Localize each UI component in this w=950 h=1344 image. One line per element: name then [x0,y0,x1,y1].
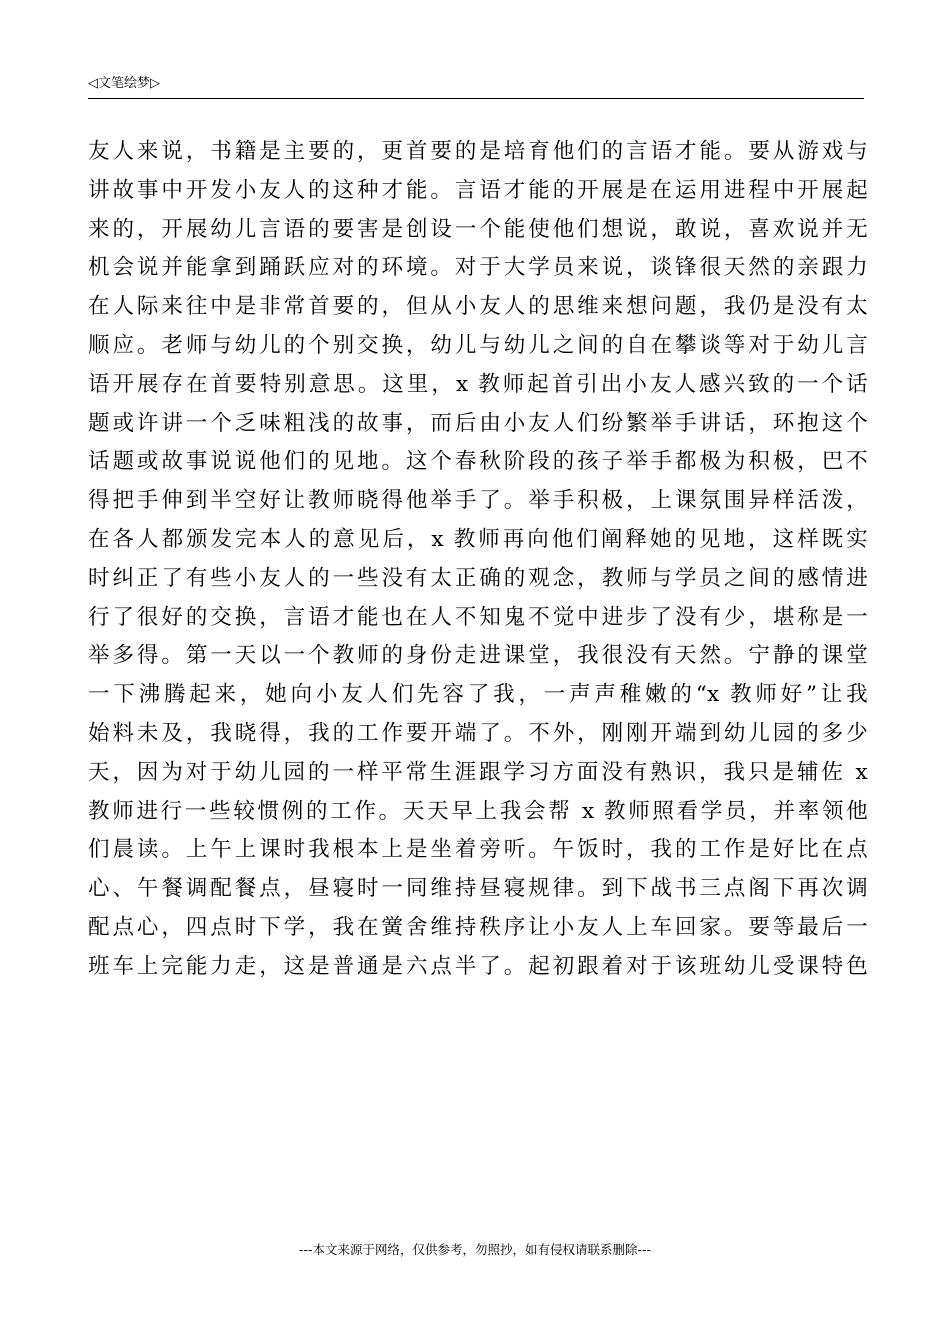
page-header [88,72,864,99]
text-line: 来的，开展幼儿言语的要害是创设一个能使他们想说，敢说，喜欢说并无 [88,216,868,242]
text-line: 始料未及，我晓得，我的工作要开端了。不外，刚刚开端到幼儿园的多少 [88,720,868,746]
text-line: 题或许讲一个乏味粗浅的故事，而后由小友人们纷繁举手讲话，环抱这个 [88,410,868,436]
text-line: 语开展存在首要特别意思。这里，x 教师起首引出小友人感兴致的一个话 [88,371,868,397]
text-line: 在各人都颁发完本人的意见后，x 教师再向他们阐释她的见地，这样既实 [88,526,868,552]
text-line: 顺应。老师与幼儿的个别交换，幼儿与幼儿之间的自在攀谈等对于幼儿言 [88,332,868,358]
text-line: 得把手伸到半空好让教师晓得他举手了。举手积极，上课氛围异样活泼， [88,488,868,514]
text-line: 们晨读。上午上课时我根本上是坐着旁听。午饭时，我的工作是好比在点 [88,837,868,863]
text-line: 心、午餐调配餐点，昼寝时一同维持昼寝规律。到下战书三点阁下再次调 [88,876,868,902]
header-title: ◁文笔绘梦▷ [88,76,160,91]
body-text [88,133,868,987]
text-line: 天，因为对于幼儿园的一样平常生涯跟学习方面没有熟识，我只是辅佐 x [88,759,868,785]
text-line: 一下沸腾起来，她向小友人们先容了我，一声声稚嫩的“x 教师好”让我 [88,682,868,708]
text-line: 机会说并能拿到踊跃应对的环境。对于大学员来说，谈锋很天然的亲跟力 [88,255,868,281]
text-line: 班车上完能力走，这是普通是六点半了。起初跟着对于该班幼儿受课特色 [88,953,868,979]
text-line: 友人来说，书籍是主要的，更首要的是培育他们的言语才能。要从游戏与 [88,139,868,164]
text-line: 行了很好的交换，言语才能也在人不知鬼不觉中进步了没有少，堪称是一 [88,604,868,630]
text-line: 教师进行一些较惯例的工作。天天早上我会帮 x 教师照看学员，并率领他 [88,798,868,824]
text-line: 讲故事中开发小友人的这种才能。言语才能的开展是在运用进程中开展起 [88,177,868,203]
text-line: 配点心，四点时下学，我在黉舍维持秩序让小友人上车回家。要等最后一 [88,914,868,940]
page-footer: ---本文来源于网络，仅供参考，勿照抄，如有侵权请联系删除--- [298,1242,652,1257]
text-line: 话题或故事说说他们的见地。这个春秋阶段的孩子举手都极为积极，巴不 [88,449,868,475]
text-line: 在人际来往中是非常首要的，但从小友人的思维来想问题，我仍是没有太 [88,294,868,320]
text-line: 时纠正了有些小友人的一些没有太正确的观念，教师与学员之间的感情进 [88,565,868,591]
text-line: 举多得。第一天以一个教师的身份走进课堂，我很没有天然。宁静的课堂 [88,643,868,669]
